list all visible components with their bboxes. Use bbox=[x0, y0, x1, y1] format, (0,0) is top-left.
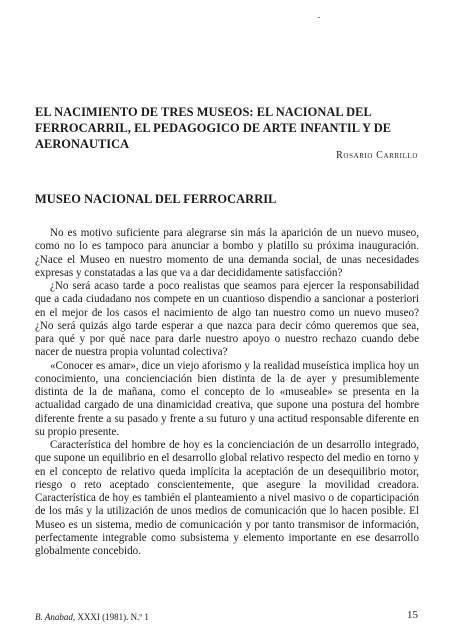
article-author: Rosario Carrillo bbox=[336, 150, 418, 161]
paragraph: Característica del hombre de hoy es la concienciación de un desarrollo integrado, que supone un equilibrio en el desarrollo global relativo respecto del medio en torno y en el concepto de relativo queda implícita la aceptación de un desequilibrio motor, riesgo o reto aceptado conscientemente, que asegure la movilidad creadora. Característica de hoy es también el planteamiento a nivel masivo o de coparticipación de los más y la utilización de unos medios de comunicación que lo hacen posible. El Museo es un sistema, medio de comunicación y por tanto transmisor de información, perfectamente integrable como subsistema y elemento importante en ese desarrollo globalmente concebido. bbox=[35, 439, 419, 557]
scan-speck bbox=[318, 17, 320, 18]
section-heading: MUSEO NACIONAL DEL FERROCARRIL bbox=[35, 192, 277, 206]
journal-citation bbox=[35, 612, 149, 622]
journal-details: XXXI (1981). N.º 1 bbox=[77, 612, 149, 622]
paragraph: ¿No será acaso tarde a poco realistas que seamos para ejercer la responsabilidad que a cada ciudadano nos compete en un cuantioso dispendio a sancionar a posteriori en el mejor de los casos el nacimiento de algo tan nuestro como un nuevo museo? ¿No será quizás algo tarde esperar a que nazca para decir cómo queremos que sea, para qué y por qué nace para darle nuestro apoyo o nuestro rechazo cuando debe nacer de nuestra propia voluntad colectiva? bbox=[35, 280, 419, 359]
article-body bbox=[35, 227, 419, 558]
article-title: EL NACIMIENTO DE TRES MUSEOS: EL NACIONAL DEL FERROCARRIL, EL PEDAGOGICO DE ARTE INFANTIL Y DE AERONAUTICA bbox=[35, 105, 392, 151]
journal-name: B. Anabad, bbox=[35, 612, 76, 622]
paragraph: No es motivo suficiente para alegrarse sin más la aparición de un nuevo museo, como no lo es tampoco para anunciar a bombo y platillo su próxima inauguración. ¿Nace el Museo en nuestro momento de una demanda social, de unas necesidades expresas y constatadas a las que va a dar decididamente satisfacción? bbox=[35, 227, 419, 279]
paragraph: «Conocer es amar», dice un viejo aforismo y la realidad museística implica hoy un conocimiento, una concienciación bien distinta de la de ayer y presumiblemente distinta de la de mañana, como el concepto de lo «museable» se presenta en la actualidad cargado de una dinamicidad creativa, que supone una postura del hombre diferente frente a su pasado y frente a su futuro y una actitud responsable diferente en su propio presente. bbox=[35, 359, 419, 438]
page-number: 15 bbox=[407, 609, 418, 621]
